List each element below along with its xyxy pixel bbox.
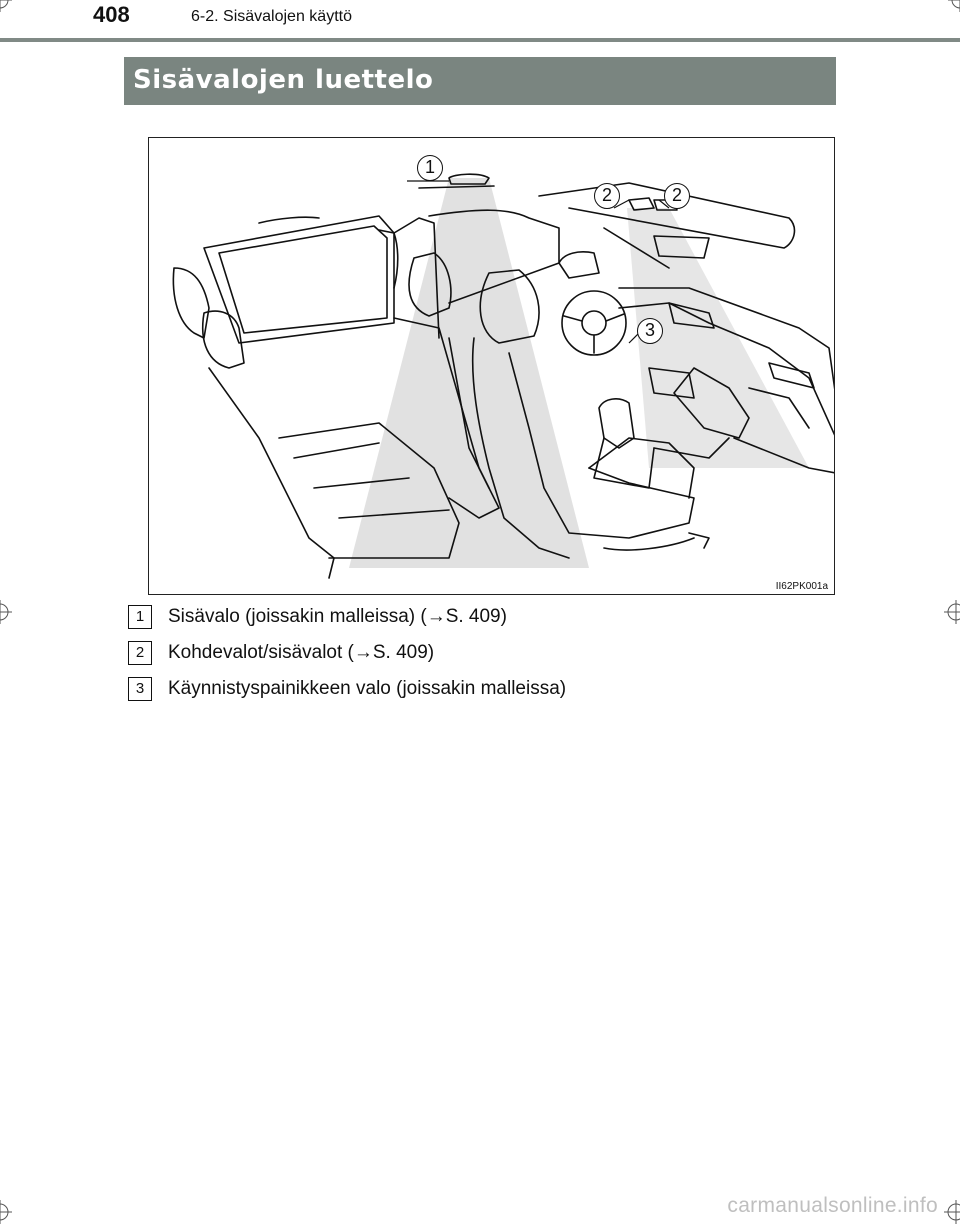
page-title: Sisävalojen luettelo xyxy=(133,65,434,95)
callout-2b: 2 xyxy=(664,183,690,209)
figure-code: II62PK001a xyxy=(775,581,828,592)
registration-mark-icon xyxy=(0,600,12,624)
registration-mark-icon xyxy=(944,1200,960,1224)
callout-1: 1 xyxy=(417,155,443,181)
callout-2a: 2 xyxy=(594,183,620,209)
legend-number: 3 xyxy=(128,677,152,701)
section-title: 6-2. Sisävalojen käyttö xyxy=(191,8,352,25)
registration-mark-icon xyxy=(0,0,12,12)
registration-mark-icon xyxy=(944,600,960,624)
callout-3: 3 xyxy=(637,318,663,344)
legend-number: 1 xyxy=(128,605,152,629)
interior-illustration xyxy=(148,137,835,595)
title-band xyxy=(124,57,836,105)
header-rule xyxy=(0,38,960,42)
legend-text: Sisävalo (joissakin malleissa) (→S. 409) xyxy=(168,606,507,627)
page-number: 408 xyxy=(93,2,130,27)
registration-mark-icon xyxy=(948,0,960,12)
legend-number: 2 xyxy=(128,641,152,665)
registration-mark-icon xyxy=(0,1200,12,1224)
legend-text: Käynnistyspainikkeen valo (joissakin malleissa) xyxy=(168,678,567,699)
car-interior-drawing xyxy=(149,138,835,595)
footer-watermark: carmanualsonline.info xyxy=(727,1194,938,1217)
legend-text: Kohdevalot/sisävalot (→S. 409) xyxy=(168,642,435,663)
